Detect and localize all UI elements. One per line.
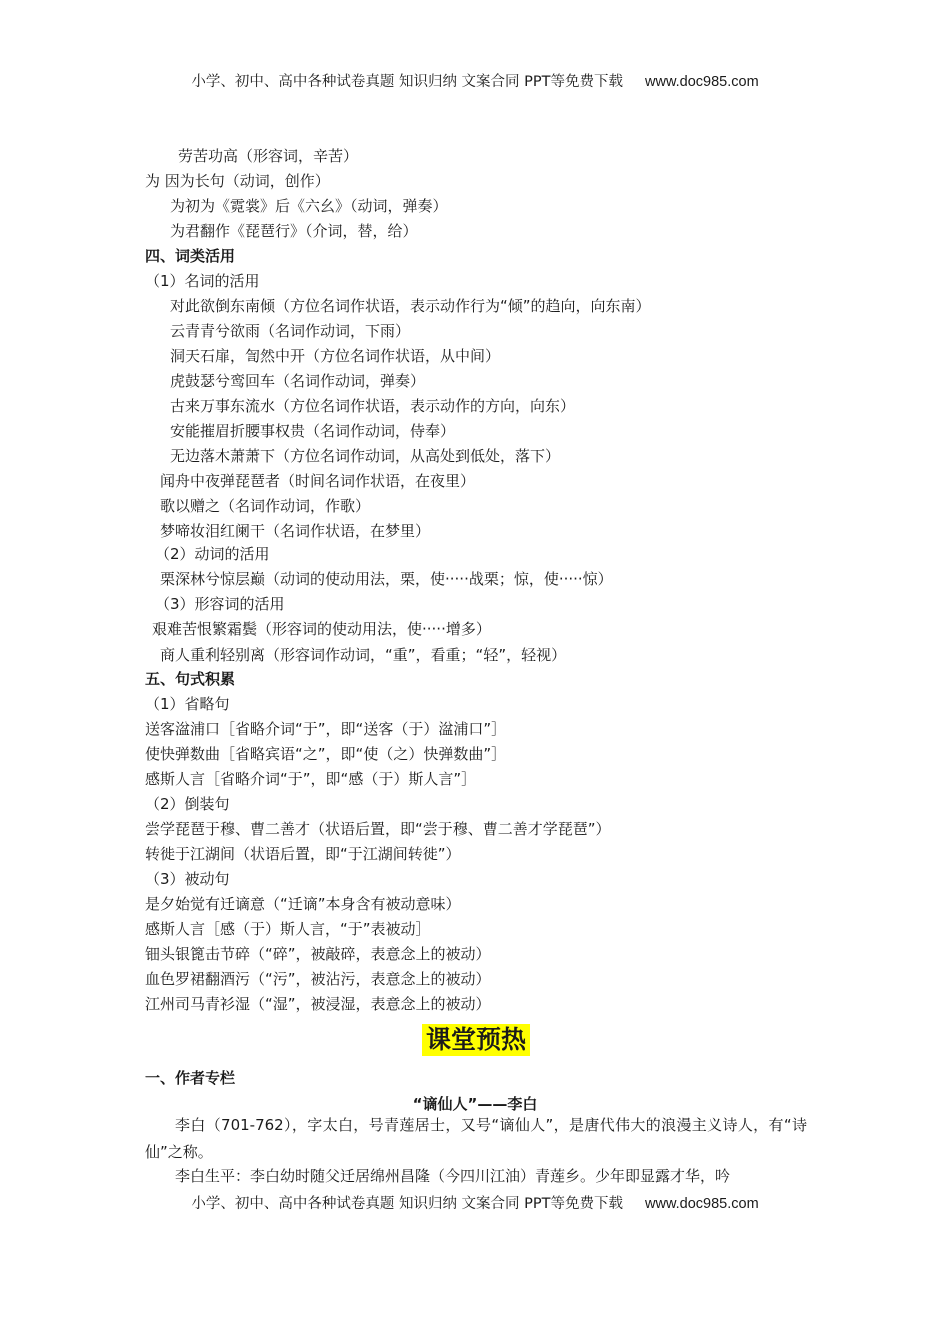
text-line: 江州司马青衫湿（“湿”，被浸湿，表意念上的被动） (145, 995, 491, 1013)
subsection-heading: （1）省略句 (145, 695, 230, 713)
author-title: “谪仙人”——李白 (412, 1095, 538, 1113)
text-line: 梦啼妆泪红阑干（名词作状语，在梦里） (160, 522, 431, 540)
text-line: 是夕始觉有迁谪意（“迁谪”本身含有被动意味） (145, 895, 461, 913)
text-line: 洞天石扉，訇然中开（方位名词作状语，从中间） (170, 347, 501, 365)
page-header (0, 70, 950, 91)
subsection-heading: （2）动词的活用 (155, 545, 270, 563)
footer-url[interactable]: www.doc985.com (645, 1196, 759, 1212)
section-heading: 四、词类活用 (145, 247, 236, 265)
header-text: 小学、初中、高中各种试卷真题 知识归纳 文案合同 PPT等免费下载 (191, 74, 624, 90)
subsection-heading: （1）名词的活用 (145, 272, 260, 290)
text-line: 劳苦功高（形容词，辛苦） (178, 147, 359, 165)
subsection-heading: （3）形容词的活用 (155, 595, 285, 613)
text-line: 闻舟中夜弹琵琶者（时间名词作状语，在夜里） (160, 472, 476, 490)
text-line: 为初为《霓裳》后《六幺》（动词，弹奏） (170, 197, 448, 215)
text-line: 商人重利轻别离（形容词作动词，“重”，看重；“轻”，轻视） (160, 646, 567, 664)
text-line: 栗深林兮惊层巅（动词的使动用法，栗，使·····战栗；惊，使·····惊） (160, 570, 613, 588)
subsection-heading: （3）被动句 (145, 870, 230, 888)
text-line: 尝学琵琶于穆、曹二善才（状语后置，即“尝于穆、曹二善才学琵琶”） (145, 820, 611, 838)
footer-text: 小学、初中、高中各种试卷真题 知识归纳 文案合同 PPT等免费下载 (191, 1196, 624, 1212)
section-heading: 一、作者专栏 (145, 1069, 236, 1087)
text-line: 艰难苦恨繁霜鬓（形容词的使动用法，使·····增多） (152, 620, 491, 638)
paragraph: 李白（701-762），字太白，号青莲居士，又号“谪仙人”，是唐代伟大的浪漫主义诗人，有“诗仙”之称。 (145, 1116, 807, 1161)
text-line: 感斯人言［省略介词“于”，即“感（于）斯人言”］ (145, 770, 477, 788)
text-line: 为 因为长句（动词，创作） (145, 172, 330, 190)
text-line: 为君翻作《琵琶行》（介词，替，给） (170, 222, 418, 240)
text-line: 转徙于江湖间（状语后置，即“于江湖间转徙”） (145, 845, 461, 863)
text-line: 感斯人言［感（于）斯人言，“于”表被动］ (145, 920, 431, 938)
text-line: 血色罗裙翻酒污（“污”，被沾污，表意念上的被动） (145, 970, 491, 988)
text-line: 使快弹数曲［省略宾语“之”，即“使（之）快弹数曲”］ (145, 745, 507, 763)
subsection-heading: （2）倒装句 (145, 795, 230, 813)
page-footer (0, 1192, 950, 1213)
text-line: 无边落木萧萧下（方位名词作动词，从高处到低处，落下） (170, 447, 561, 465)
text-line: 歌以赠之（名词作动词，作歌） (160, 497, 371, 515)
text-line: 对此欲倒东南倾（方位名词作状语，表示动作行为“倾”的趋向，向东南） (170, 297, 651, 315)
section-banner: 课堂预热 (422, 1024, 530, 1056)
header-url[interactable]: www.doc985.com (645, 74, 759, 90)
text-line: 古来万事东流水（方位名词作状语，表示动作的方向，向东） (170, 397, 576, 415)
text-line: 送客湓浦口［省略介词“于”，即“送客（于）湓浦口”］ (145, 720, 507, 738)
text-line: 云青青兮欲雨（名词作动词，下雨） (170, 322, 411, 340)
paragraph: 李白生平：李白幼时随父迁居绵州昌隆（今四川江油）青莲乡。少年即显露才华，吟 (175, 1167, 731, 1185)
section-heading: 五、句式积累 (145, 670, 236, 688)
text-line: 安能摧眉折腰事权贵（名词作动词，侍奉） (170, 422, 456, 440)
text-line: 钿头银篦击节碎（“碎”，被敲碎，表意念上的被动） (145, 945, 491, 963)
text-line: 虎鼓瑟兮鸾回车（名词作动词，弹奏） (170, 372, 426, 390)
